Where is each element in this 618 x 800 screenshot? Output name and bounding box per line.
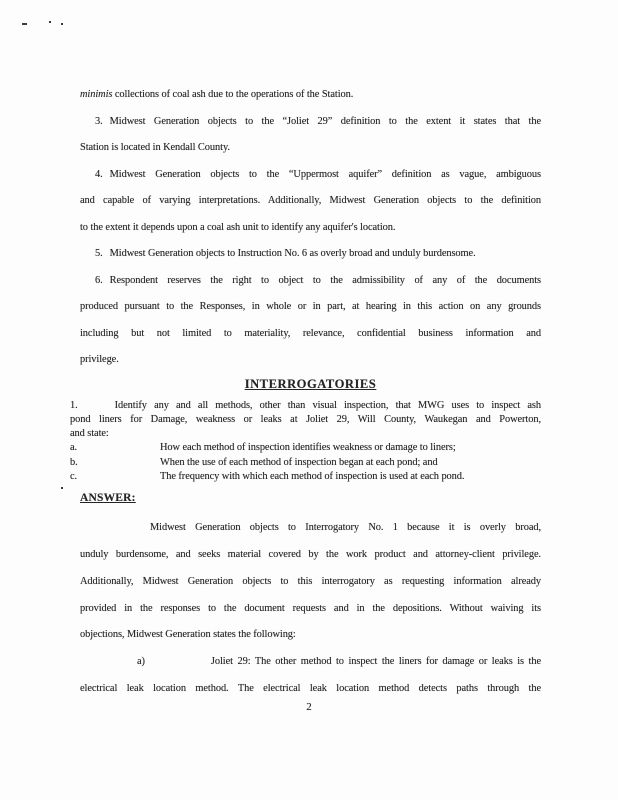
interrogatory-number: 1. xyxy=(70,399,78,411)
latin-term: minimis xyxy=(80,89,113,100)
paragraph-text: Midwest Generation objects to the “Joliet 29” definition to the extent it states that the xyxy=(109,115,541,127)
paragraph-4-line: and capable of varying interpretations. Additionally, Midwest Generation objects to the definition xyxy=(80,195,541,206)
subitem-c xyxy=(70,470,541,484)
scan-artifact-dot xyxy=(49,21,51,23)
paragraph-6-line: produced pursuant to the Responses, in whole or in part, at hearing in this action on any grounds xyxy=(80,301,541,312)
subitem-text: The frequency with which each method of inspection is used at each pond. xyxy=(160,470,465,482)
paragraph-number: 5. xyxy=(95,248,103,259)
paragraph-4-line xyxy=(80,162,541,189)
page-number: 2 xyxy=(306,701,312,713)
answer-line: objections, Midwest Generation states the following: xyxy=(80,629,296,641)
paragraph-number: 3. xyxy=(95,115,103,127)
subitem-text: When the use of each method of inspection began at each pond; and xyxy=(160,456,438,468)
paragraph-text: Midwest Generation objects to Instruction No. 6 as overly broad and unduly burdensome. xyxy=(109,248,476,259)
subitem-label: b. xyxy=(70,456,78,468)
document-body xyxy=(70,82,541,703)
answer-line: Additionally, Midwest Generation objects to this interrogatory as requesting information already xyxy=(80,575,541,587)
paragraph-6-line xyxy=(80,268,541,295)
subitem-label: a. xyxy=(70,442,78,454)
subitem-text: How each method of inspection identifies weakness or damage to liners; xyxy=(160,442,456,454)
interrogatory-1-line xyxy=(70,399,541,413)
interrogatories-heading xyxy=(80,374,541,394)
paragraph-5-line xyxy=(80,241,541,268)
answer-label-line xyxy=(80,490,541,506)
paragraph-number: 6. xyxy=(95,274,103,286)
answer-line: provided in the responses to the document requests and in the depositions. Without waiving its xyxy=(80,602,541,614)
interrogatory-text: Identify any and all methods, other than visual inspection, that MWG uses to inspect ash xyxy=(114,399,541,411)
heading-text: INTERROGATORIES xyxy=(244,376,377,391)
subitem-label: c. xyxy=(70,470,78,482)
scan-artifact-dash xyxy=(22,23,27,25)
paragraph-6-line: including but not limited to materiality, relevance, confidential business information and xyxy=(80,327,541,339)
paragraph-4-line: to the extent it depends upon a coal ash unit to identify any aquifer's location. xyxy=(80,221,396,233)
paragraph-6-line: privilege. xyxy=(80,354,119,365)
continuation-line xyxy=(80,82,541,109)
answer-label: ANSWER: xyxy=(80,492,136,505)
interrogatory-1-line: and state: xyxy=(70,428,109,440)
answer-item-a-line: electrical leak location method. The electrical leak location method detects paths through the xyxy=(80,683,541,695)
answer-line: Midwest Generation objects to Interrogatory No. 1 because it is overly broad, xyxy=(150,522,541,534)
interrogatory-1-line: pond liners for Damage, weakness or leaks at Joliet 29, Will County, Waukegan and Powerton, xyxy=(70,413,541,425)
paragraph-text: Respondent reserves the right to object to the admissibility of any of the documents xyxy=(109,274,541,286)
answer-item-a-line xyxy=(80,649,541,676)
paragraph-text: Midwest Generation objects to the “Uppermost aquifer” definition as vague, ambiguous xyxy=(109,168,541,180)
paragraph-3-line: Station is located in Kendall County. xyxy=(80,142,230,153)
continuation-text: collections of coal ash due to the operations of the Station. xyxy=(112,89,354,100)
scan-artifact-dot xyxy=(61,487,63,489)
paragraph-number: 4. xyxy=(95,168,103,180)
answer-item-label: a) xyxy=(137,656,145,668)
answer-section xyxy=(80,515,541,703)
subitem-b xyxy=(70,456,541,470)
interrogatory-1 xyxy=(70,399,541,485)
scan-artifact-dot xyxy=(61,23,63,25)
subitem-a xyxy=(70,441,541,455)
answer-item-text: Joliet 29: The other method to inspect the liners for damage or leaks is the xyxy=(210,656,541,668)
paragraph-3-line xyxy=(80,109,541,136)
answer-line: unduly burdensome, and seeks material covered by the work product and attorney-client privilege. xyxy=(80,549,541,561)
